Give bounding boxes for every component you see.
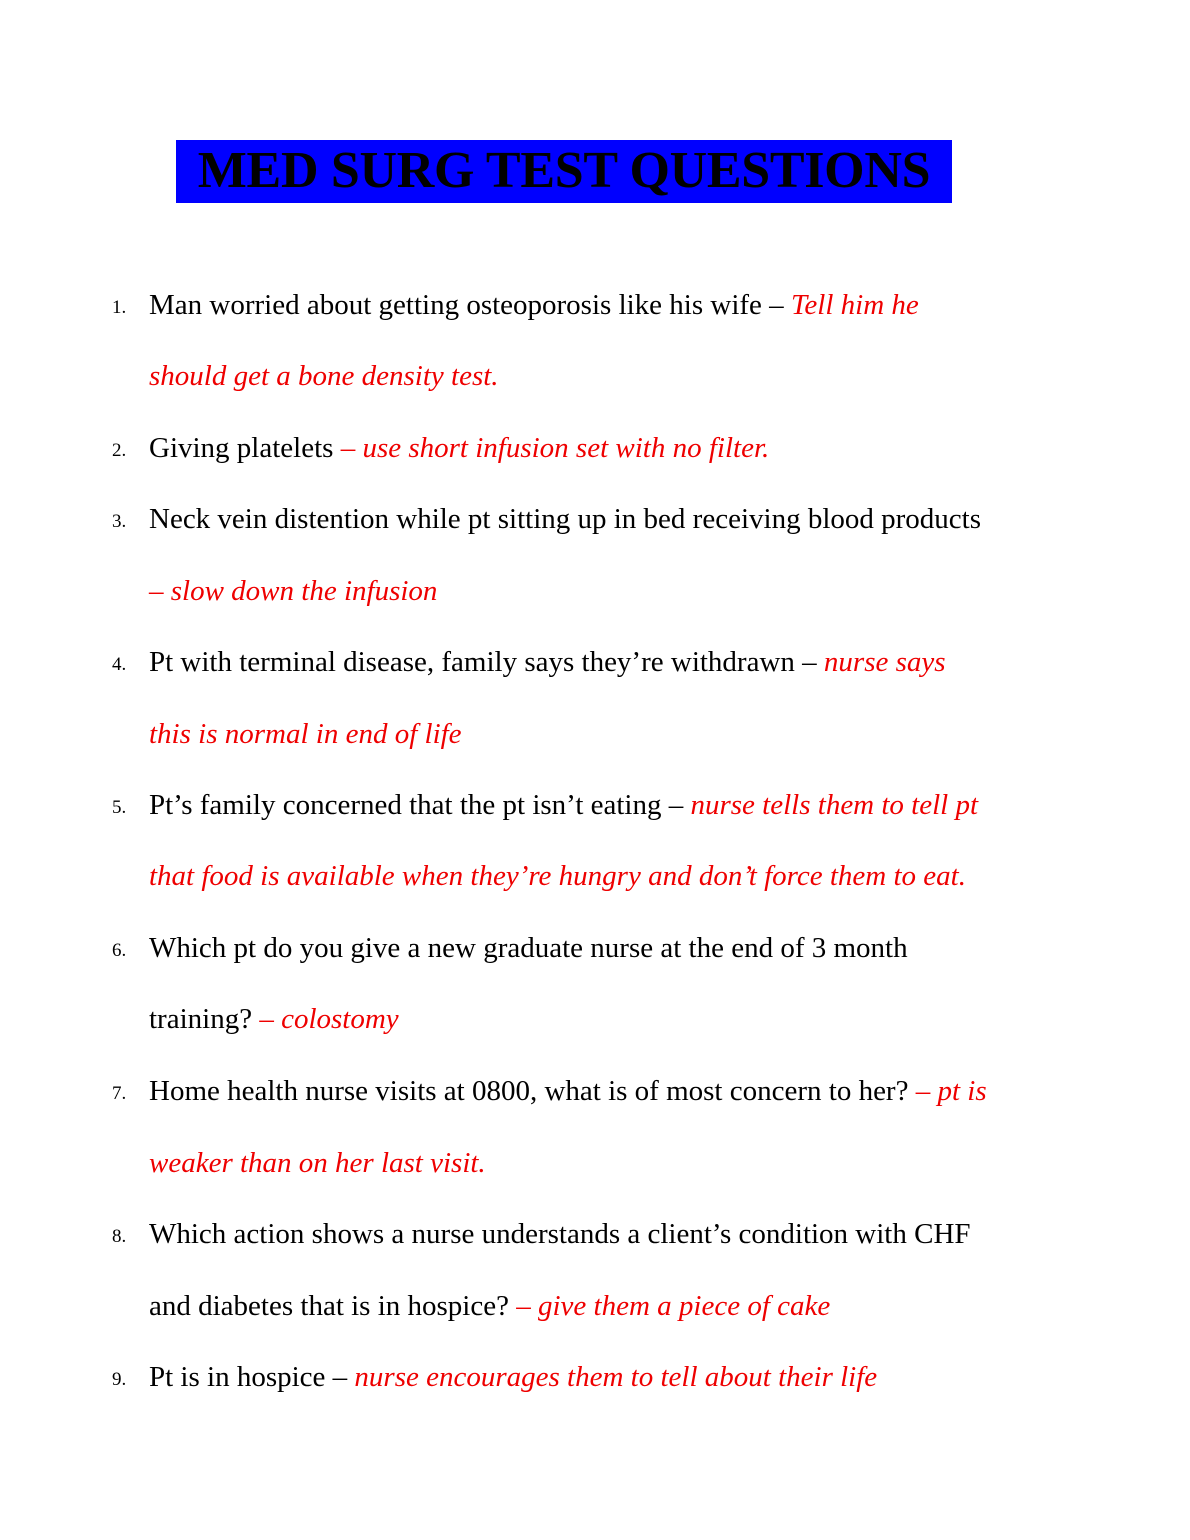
question-text: Pt with terminal disease, family says they’re withdrawn – (149, 646, 817, 678)
question-text: Man worried about getting osteoporosis like his wife – (149, 289, 784, 321)
question-line (149, 1216, 971, 1252)
question-text: and diabetes that is in hospice? (149, 1290, 509, 1322)
question-line (149, 1145, 486, 1181)
page-title: MED SURG TEST QUESTIONS (197, 142, 931, 199)
answer-text: – colostomy (259, 1003, 399, 1035)
question-number: 7. (112, 1083, 127, 1104)
question-number: 5. (112, 797, 127, 818)
question-text: Neck vein distention while pt sitting up in bed receiving blood products (149, 503, 981, 535)
question-text: Which pt do you give a new graduate nurse at the end of 3 month (149, 932, 908, 964)
question-line (149, 1073, 987, 1109)
answer-text: – slow down the infusion (149, 575, 438, 607)
question-number: 8. (112, 1226, 127, 1247)
question-number: 3. (112, 511, 127, 532)
question-text: Giving platelets (149, 432, 334, 464)
question-line (149, 358, 499, 394)
answer-text: nurse encourages them to tell about their life (354, 1361, 878, 1393)
answer-text: this is normal in end of life (149, 718, 462, 750)
answer-text: Tell him he (790, 289, 919, 321)
question-line (149, 644, 946, 680)
question-number: 2. (112, 440, 127, 461)
question-line (149, 787, 978, 823)
question-line (149, 1288, 830, 1324)
question-line (149, 930, 908, 966)
question-number: 6. (112, 940, 127, 961)
answer-text: – use short infusion set with no filter. (340, 432, 770, 464)
question-line (149, 1359, 877, 1395)
question-text: Pt is in hospice – (149, 1361, 348, 1393)
answer-text: nurse says (823, 646, 946, 678)
question-number: 1. (112, 297, 127, 318)
answer-text: that food is available when they’re hungry and don’t force them to eat. (149, 860, 966, 892)
answer-text: – pt is (915, 1075, 987, 1107)
question-line (149, 716, 462, 752)
answer-text: nurse tells them to tell pt (690, 789, 979, 821)
question-line (149, 430, 769, 466)
question-line (149, 501, 981, 537)
question-line (149, 858, 966, 894)
answer-text: weaker than on her last visit. (149, 1147, 486, 1179)
question-line (149, 573, 437, 609)
question-text: Pt’s family concerned that the pt isn’t eating – (149, 789, 684, 821)
question-text: Which action shows a nurse understands a client’s condition with CHF (149, 1218, 971, 1250)
question-number: 4. (112, 654, 127, 675)
question-text: Home health nurse visits at 0800, what is of most concern to her? (149, 1075, 909, 1107)
answer-text: – give them a piece of cake (516, 1290, 831, 1322)
question-line (149, 1001, 399, 1037)
answer-text: should get a bone density test. (149, 360, 499, 392)
question-line (149, 287, 919, 323)
question-text: training? (149, 1003, 253, 1035)
question-number: 9. (112, 1369, 127, 1390)
